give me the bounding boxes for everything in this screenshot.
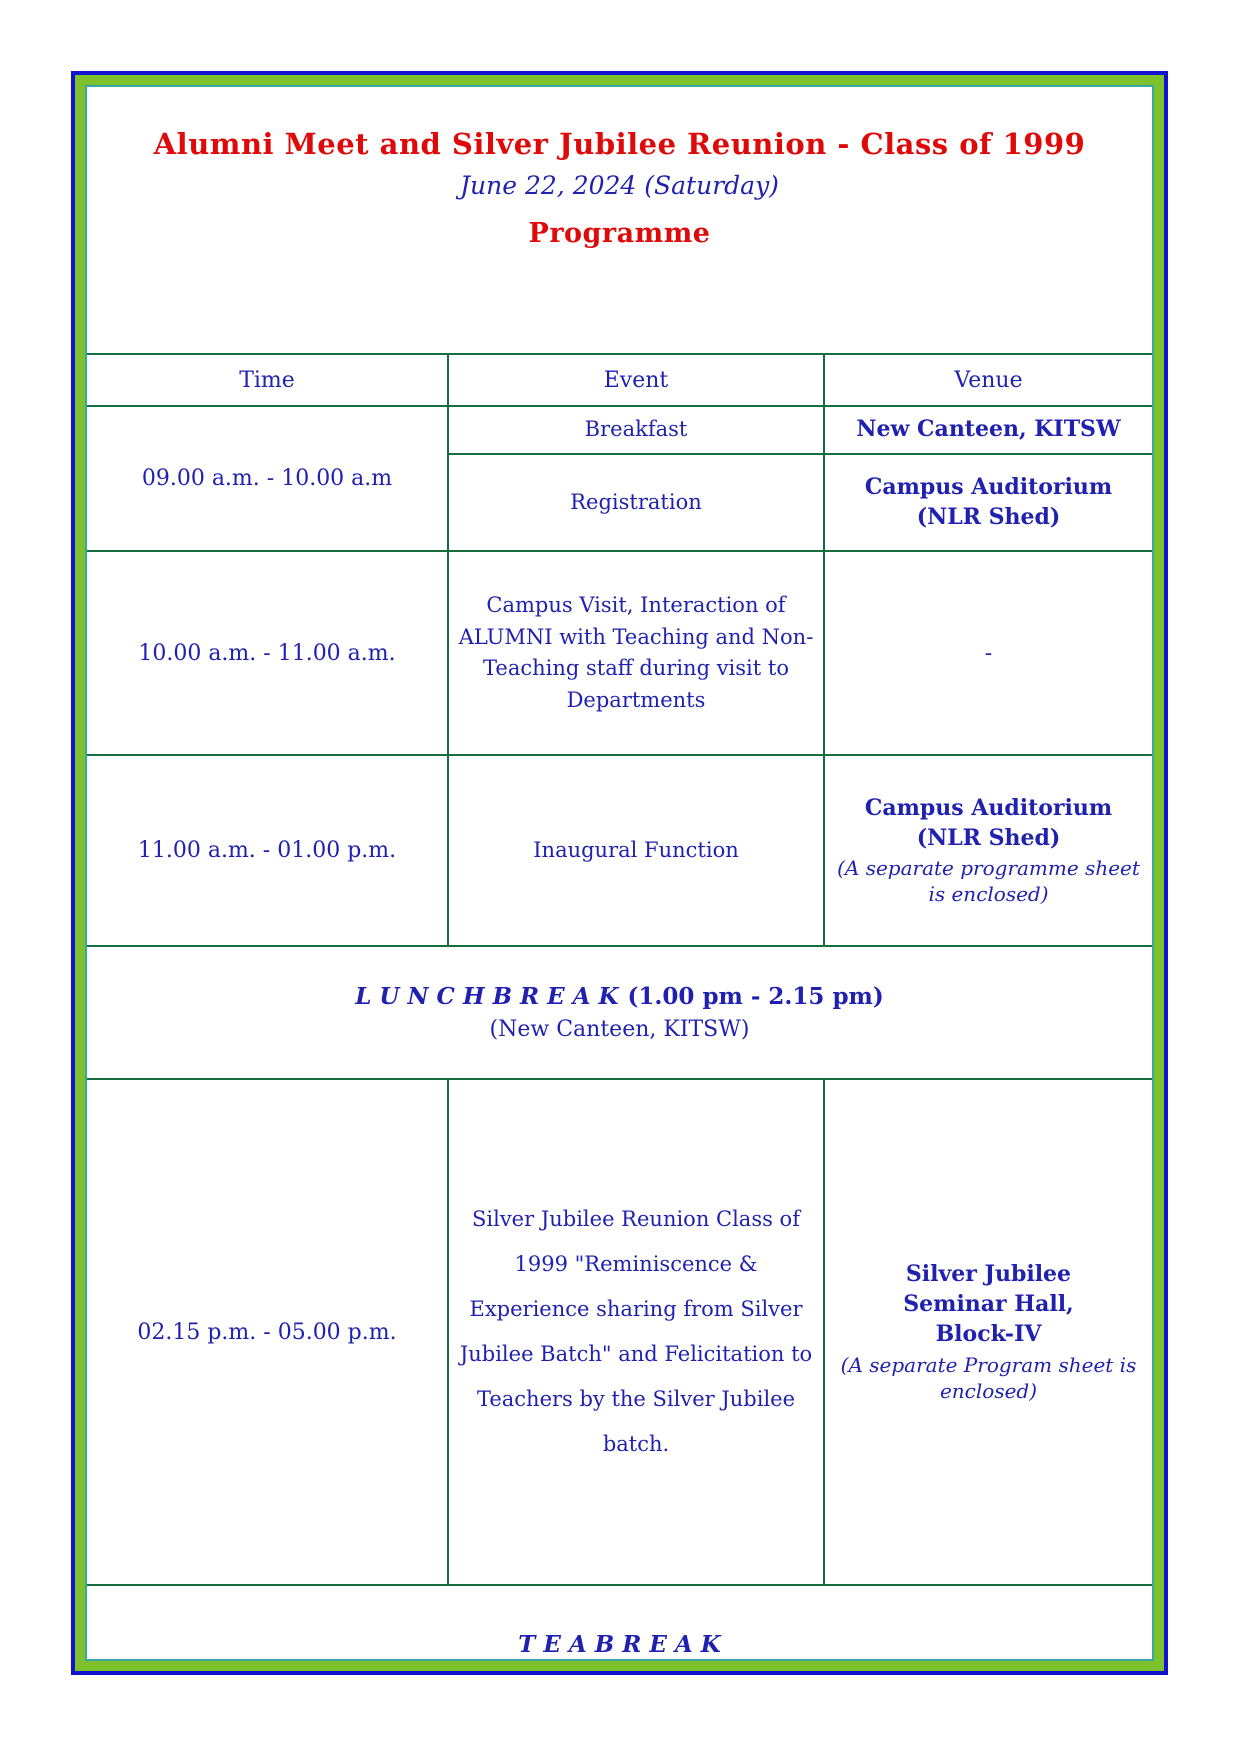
venue-breakfast-text: New Canteen, KITSW [856, 416, 1121, 443]
tea-break-cell [87, 1585, 1152, 1659]
table-row-tea-break [87, 1585, 1152, 1659]
venue-inaugural-line1: Campus Auditorium [864, 794, 1113, 821]
venue-registration-line1: Campus Auditorium [864, 473, 1113, 500]
table-row-lunch-break [87, 946, 1152, 1079]
venue-cell-inaugural [824, 755, 1152, 946]
document-content [87, 87, 1152, 1659]
green-frame [75, 75, 1164, 1671]
venue-inaugural-note: (A separate programme sheet is enclosed) [837, 856, 1140, 907]
lunch-break-venue: (New Canteen, KITSW) [489, 1017, 750, 1042]
table-row-inaugural [87, 755, 1152, 946]
venue-cell-registration [824, 454, 1152, 551]
time-cell-inaugural: 11.00 a.m. - 01.00 p.m. [87, 755, 448, 946]
event-cell-breakfast: Breakfast [448, 406, 824, 454]
tea-break-title: T E A B R E A K [518, 1630, 721, 1658]
time-cell-campus-visit: 10.00 a.m. - 11.00 a.m. [87, 551, 448, 755]
venue-cell-reunion [824, 1079, 1152, 1585]
table-header-row [87, 354, 1152, 406]
programme-table [87, 353, 1152, 1659]
column-header-event: Event [448, 354, 824, 406]
table-row-campus-visit [87, 551, 1152, 755]
outer-blue-frame [71, 71, 1168, 1675]
table-row-reunion [87, 1079, 1152, 1585]
column-header-time: Time [87, 354, 448, 406]
event-cell-inaugural: Inaugural Function [448, 755, 824, 946]
venue-registration-line2: (NLR Shed) [916, 503, 1061, 530]
lunch-break-line1 [95, 983, 1144, 1010]
venue-reunion-line2: Seminar Hall, [903, 1291, 1074, 1318]
venue-reunion-line3: Block-IV [935, 1320, 1042, 1347]
time-cell-reunion: 02.15 p.m. - 05.00 p.m. [87, 1079, 448, 1585]
lunch-break-cell [87, 946, 1152, 1079]
time-cell-morning: 09.00 a.m. - 10.00 a.m [87, 406, 448, 551]
page-title: Alumni Meet and Silver Jubilee Reunion - Class of 1999 [153, 127, 1086, 161]
venue-cell-breakfast [824, 406, 1152, 454]
column-header-venue: Venue [824, 354, 1152, 406]
teal-frame [85, 85, 1154, 1661]
lunch-break-time: (1.00 pm - 2.15 pm) [627, 983, 884, 1010]
venue-inaugural-line2: (NLR Shed) [916, 824, 1061, 851]
event-cell-campus-visit: Campus Visit, Interaction of ALUMNI with Teaching and Non-Teaching staff during visit to Departments [448, 551, 824, 755]
event-cell-registration: Registration [448, 454, 824, 551]
venue-reunion-note: (A separate Program sheet is enclosed) [840, 1352, 1137, 1403]
table-row-breakfast [87, 406, 1152, 454]
lunch-break-title: L U N C H B R E A K [355, 983, 619, 1010]
programme-subtitle: Programme [528, 218, 711, 250]
event-cell-reunion: Silver Jubilee Reunion Class of 1999 "Reminiscence & Experience sharing from Silver Jubilee Batch" and Felicitation to Teachers by the Silver Jubilee batch. [448, 1079, 824, 1585]
venue-reunion-line1: Silver Jubilee [905, 1261, 1072, 1288]
venue-cell-campus-visit: - [824, 551, 1152, 755]
document-header [87, 129, 1152, 353]
event-date: June 22, 2024 (Saturday) [460, 170, 779, 200]
